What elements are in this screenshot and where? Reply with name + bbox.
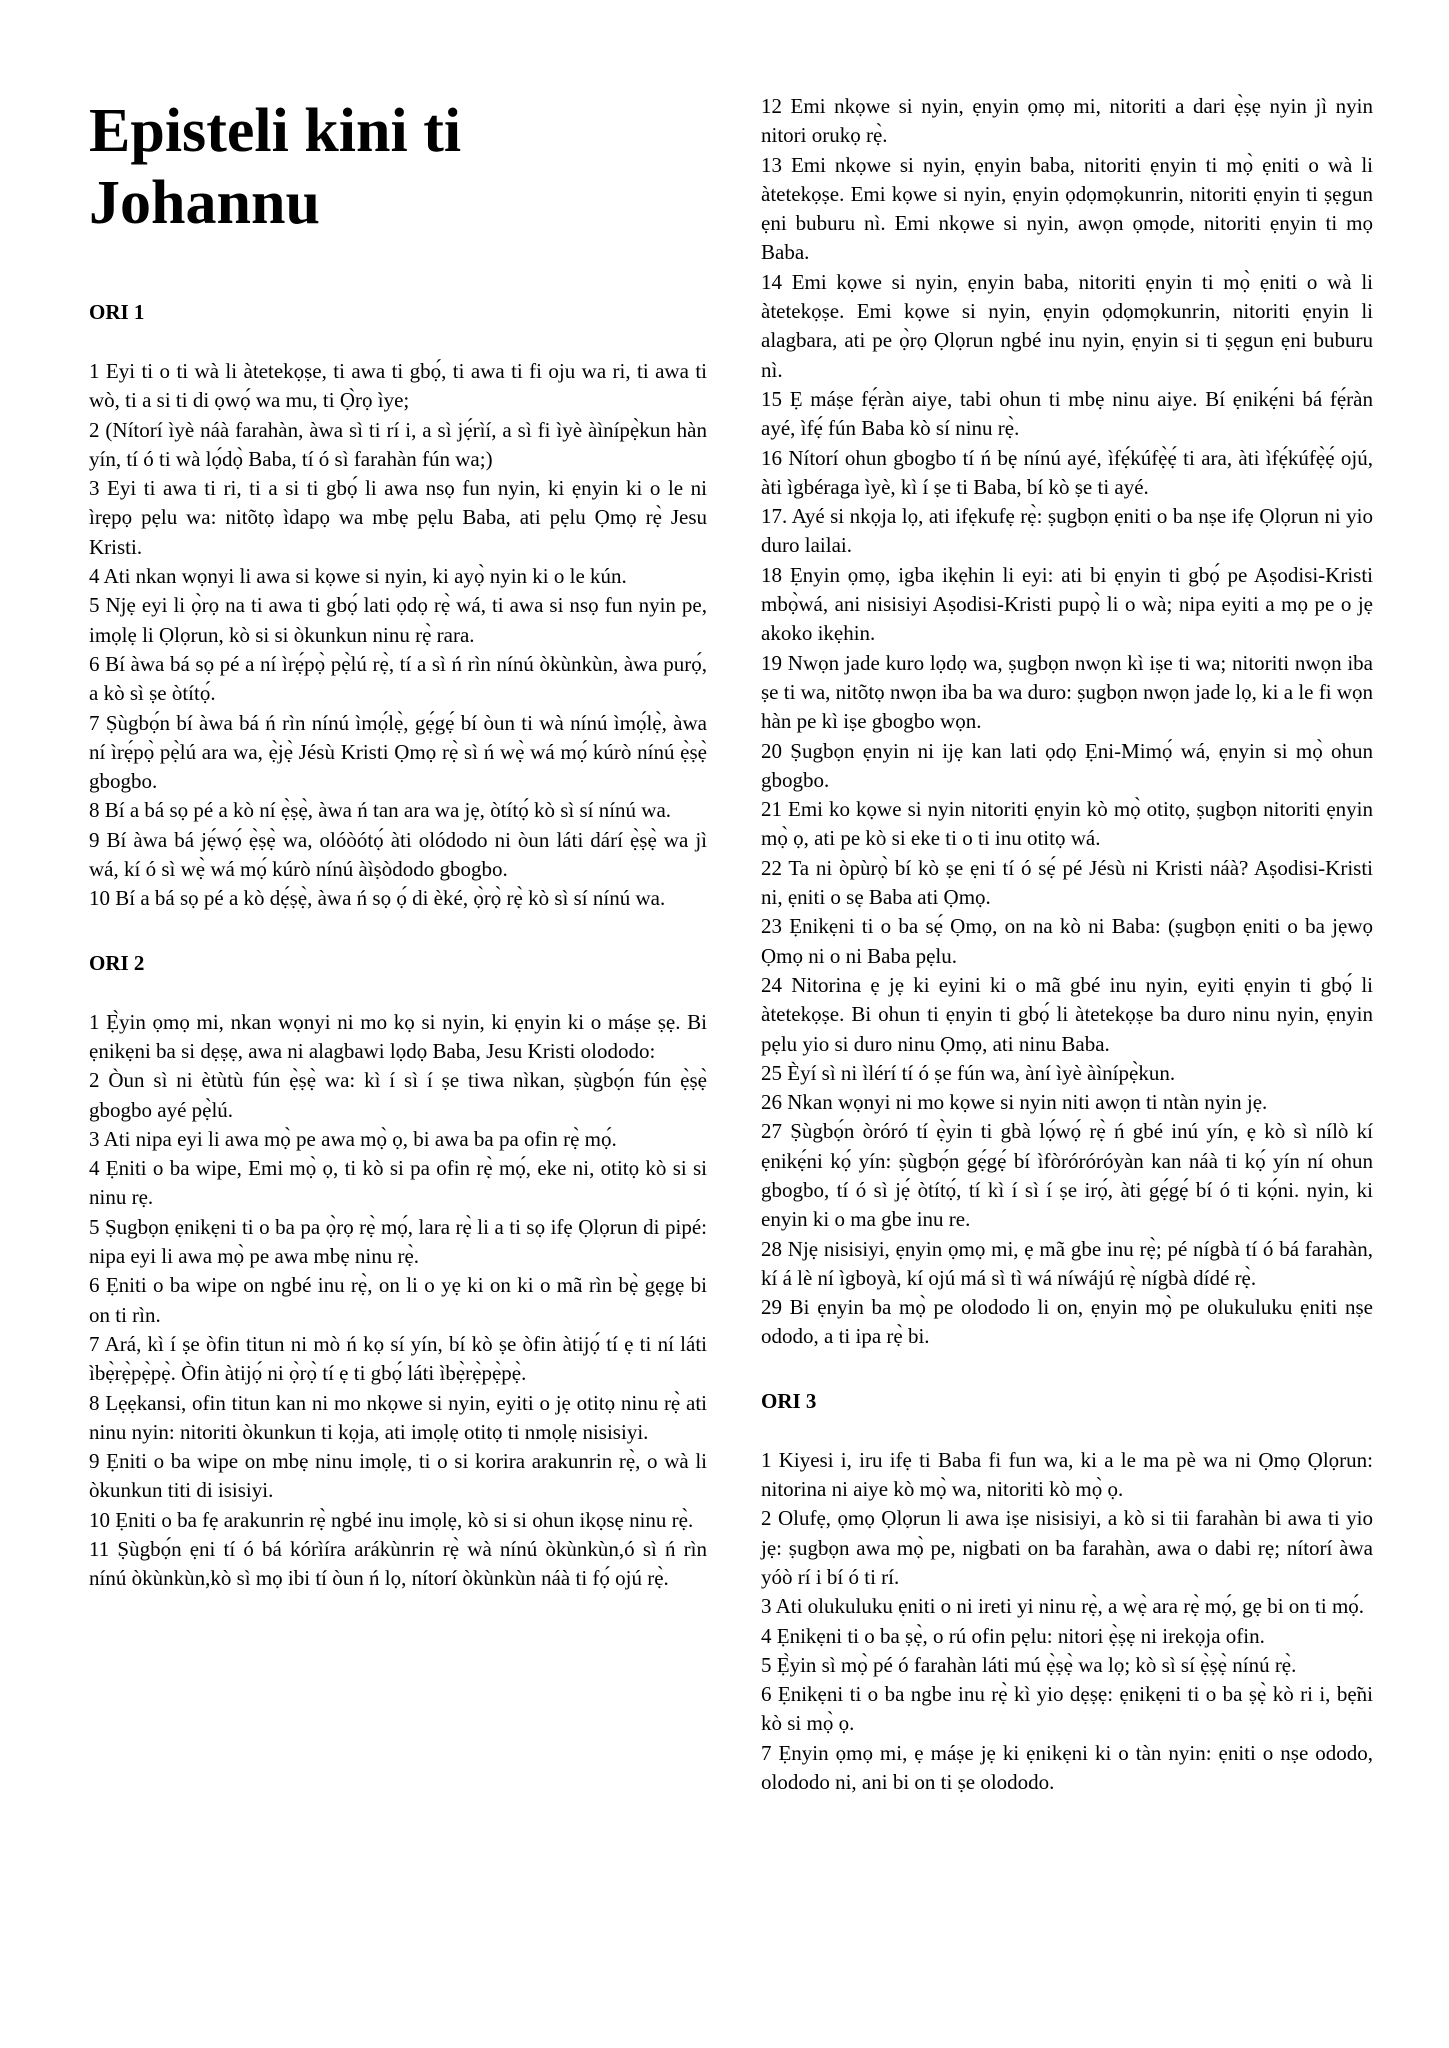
verse: 25 Èyí sì ni ìlérí tí ó ṣe fún wa, àní ìyè àìnípẹ̀kun. xyxy=(761,1060,1176,1085)
verse: 27 Ṣùgbọ́n òróró tí ẹ̀yin ti gbà lọ́wọ́ rẹ̀ ń gbé inú yín, ẹ kò sì nílò kí ẹnikẹ́ni kọ́ yín: ṣùgbọ́n gẹ́gẹ́ bí ìfòróróróyàn kan náà ti kọ́ yín ní ohun gbogbo, tí ó sì jẹ́ òtítọ́, tí kì í sì í ṣe irọ́, àti gẹ́gẹ́ bí ó ti kọ́ni. nyin, ki enyin ki o ma gbe inu re. xyxy=(761,1119,1373,1232)
verse: 1 Ẹ̀yin ọmọ mi, nkan wọnyi ni mo kọ si nyin, ki ẹnyin ki o máṣe ṣẹ. Bi ẹnikẹni ba si dẹṣẹ, awa ni alagbawi lọdọ Baba, Jesu Kristi olododo: xyxy=(89,1009,707,1063)
verse: 24 Nitorina ẹ jẹ ki eyini ki o mã gbé inu nyin, eyiti ẹnyin ti gbọ́ li àtetekọṣe. Bi ohun ti ẹnyin ti gbọ́ li àtetekọṣe ba duro ninu nyin, ẹnyin pẹlu yio si duro ninu Ọmọ, ati ninu Baba. xyxy=(761,972,1373,1056)
verse: 1 Eyi ti o ti wà li àtetekọṣe, ti awa ti gbọ́, ti awa ti fi oju wa ri, ti awa ti wò, ti a si ti di ọwọ́ wa mu, ti Ọ̀rọ ìye; xyxy=(89,359,707,413)
chapter-section xyxy=(761,92,1373,1352)
right-column xyxy=(761,92,1373,1797)
verse: 6 Ẹnikẹni ti o ba ngbe inu rẹ̀ kì yio dẹṣẹ: ẹnikẹni ti o ba ṣẹ̀ kò ri i, bẹ̃ni kò si mọ̀ ọ. xyxy=(761,1682,1373,1736)
verse: 10 Bí a bá sọ pé a kò dẹ́ṣẹ̀, àwa ń sọ ọ́ di èké, ọ̀rọ̀ rẹ̀ kò sì sí nínú wa. xyxy=(89,886,666,911)
verse: 26 Nkan wọnyi ni mo kọwe si nyin niti awọn ti ntàn nyin jẹ. xyxy=(761,1090,1268,1115)
verse: 28 Njẹ nisisiyi, ẹnyin ọmọ mi, ẹ mã gbe inu rẹ̀; pé nígbà tí ó bá farahàn, kí á lè ní ìgboyà, kí ojú má sì tì wá níwájú rẹ̀ nígbà dídé rẹ̀. xyxy=(761,1236,1373,1290)
verse: 5 Njẹ eyi li ọ̀rọ na ti awa ti gbọ́ lati ọdọ rẹ̀ wá, ti awa si nsọ fun nyin pe, imọlẹ li Ọlọrun, kò si si òkunkun ninu rẹ̀ rara. xyxy=(89,593,707,647)
verse: 18 Ẹnyin ọmọ, igba ikẹhin li eyi: ati bi ẹnyin ti gbọ́ pe Aṣodisi-Kristi mbọ̀wá, ani nisisiyi Aṣodisi-Kristi pupọ̀ li o wà; nipa eyiti a mọ pe o jẹ akoko ikẹhin. xyxy=(761,562,1373,646)
verse: 13 Emi nkọwe si nyin, ẹnyin baba, nitoriti ẹnyin ti mọ̀ ẹniti o wà li àtetekọṣe. Emi kọwe si nyin, ẹnyin ọdọmọkunrin, nitoriti ẹnyin ti ṣẹgun ẹni buburu nì. Emi nkọwe si nyin, awọn ọmọde, nitoriti ẹnyin ti mọ Baba. xyxy=(761,152,1373,265)
verse: 6 Bí àwa bá sọ pé a ní ìrẹ́pọ̀ pẹ̀lú rẹ̀, tí a sì ń rìn nínú òkùnkùn, àwa purọ́, a kò sì ṣe òtítọ́. xyxy=(89,651,707,706)
verse: 9 Ẹniti o ba wipe on mbẹ ninu imọlẹ, ti o si korira arakunrin rẹ̀, o wà li òkunkun titi di isisiyi. xyxy=(89,1449,707,1503)
verse: 3 Ati nipa eyi li awa mọ̀ pe awa mọ̀ ọ, bi awa ba pa ofin rẹ̀ mọ́. xyxy=(89,1126,617,1151)
chapter-heading: ORI 3 xyxy=(761,1388,817,1413)
chapter-section xyxy=(89,297,707,914)
verse: 12 Emi nkọwe si nyin, ẹnyin ọmọ mi, nitoriti a dari ẹ̀ṣẹ nyin jì nyin nitori orukọ rẹ̀. xyxy=(761,94,1373,148)
chapter-section xyxy=(89,948,707,1594)
verse: 7 Ṣùgbọ́n bí àwa bá ń rìn nínú ìmọ́lẹ̀, gẹ́gẹ́ bí òun ti wà nínú ìmọ́lẹ̀, àwa ní ìrẹ́pọ̀ pẹ̀lú ara wa, ẹ̀jẹ̀ Jésù Kristi Ọmọ rẹ̀ sì ń wẹ̀ wá mọ́ kúrò nínú ẹ̀ṣẹ̀ gbogbo. xyxy=(89,710,707,794)
verse: 1 Kiyesi i, iru ifẹ ti Baba fi fun wa, ki a le ma pè wa ni Ọmọ Ọlọrun: nitorina ni aiye kò mọ̀ wa, nitoriti kò mọ̀ ọ. xyxy=(761,1447,1373,1502)
verse: 3 Eyi ti awa ti ri, ti a si ti gbọ́ li awa nsọ fun nyin, ki ẹnyin ki o le ni ìrẹpọ pẹlu wa: nitõtọ ìdapọ wa mbẹ pẹlu Baba, ati pẹlu Ọmọ rẹ̀ Jesu Kristi. xyxy=(89,476,707,559)
verse: 8 Lẹẹkansi, ofin titun kan ni mo nkọwe si nyin, eyiti o jẹ otitọ ninu rẹ̀ ati ninu nyin: nitoriti òkunkun ti kọja, ati imọlẹ otitọ ti nmọlẹ nisisiyi. xyxy=(89,1390,707,1444)
verse: 5 Ẹ̀yin sì mọ̀ pé ó farahàn láti mú ẹ̀ṣẹ̀ wa lọ; kò sì sí ẹ̀ṣẹ̀ nínú rẹ̀. xyxy=(761,1652,1297,1677)
verse: 15 Ẹ máṣe fẹ́ràn aiye, tabi ohun ti mbẹ ninu aiye. Bí ẹnikẹ́ni bá fẹ́ràn ayé, ìfẹ́ fún Baba kò sí ninu rẹ̀. xyxy=(761,386,1373,441)
verse: 20 Ṣugbọn ẹnyin ni ijẹ kan lati ọdọ Ẹni-Mimọ́ wá, ẹnyin si mọ̀ ohun gbogbo. xyxy=(761,738,1373,792)
document-title: Episteli kini ti Johannu xyxy=(89,97,462,237)
verse: 5 Ṣugbọn ẹnikẹni ti o ba pa ọ̀rọ rẹ̀ mọ́, lara rẹ̀ li a ti sọ ifẹ Ọlọrun di pipé: nipa eyi li awa mọ̀ pe awa mbẹ ninu rẹ̀. xyxy=(89,1214,707,1269)
verse: 19 Nwọn jade kuro lọdọ wa, ṣugbọn nwọn kì iṣe ti wa; nitoriti nwọn iba ṣe ti wa, nitõtọ nwọn iba ba wa duro: ṣugbọn nwọn jade lọ, ki a le fi wọn hàn pe kì iṣe gbogbo wọn. xyxy=(761,650,1373,734)
verse: 4 Ẹniti o ba wipe, Emi mọ̀ ọ, ti kò si pa ofin rẹ̀ mọ́, eke ni, otitọ kò si si ninu rẹ. xyxy=(89,1156,707,1210)
verse: 4 Ẹnikẹni ti o ba ṣẹ̀, o rú ofin pẹlu: nitori ẹ̀ṣẹ ni irekọja ofin. xyxy=(761,1623,1265,1648)
chapter-heading: ORI 1 xyxy=(89,300,145,324)
chapter-heading: ORI 2 xyxy=(89,950,145,975)
verse: 7 Ará, kì í ṣe òfin titun ni mò ń kọ sí yín, bí kò ṣe òfin àtijọ́ tí ẹ ti ní láti ìbẹ̀rẹ̀pẹ̀pẹ̀. Òfin àtijọ́ ni ọ̀rọ̀ tí ẹ ti gbọ́ láti ìbẹ̀rẹ̀pẹ̀pẹ̀. xyxy=(89,1331,707,1386)
verse: 21 Emi ko kọwe si nyin nitoriti ẹnyin kò mọ̀ otitọ, ṣugbọn nitoriti ẹnyin mọ̀ ọ, ati pe kò si eke ti o ti inu otitọ wá. xyxy=(761,797,1373,851)
verse: 29 Bi ẹnyin ba mọ̀ pe olododo li on, ẹnyin mọ̀ pe olukuluku ẹniti nṣe ododo, a ti ipa rẹ̀ bi. xyxy=(761,1295,1373,1349)
left-column xyxy=(89,0,707,1594)
verse: 3 Ati olukuluku ẹniti o ni ireti yi ninu rẹ̀, a wẹ̀ ara rẹ̀ mọ́, gẹ bi on ti mọ́. xyxy=(761,1594,1365,1619)
verse: 6 Ẹniti o ba wipe on ngbé inu rẹ̀, on li o yẹ ki on ki o mã rìn bẹ̀ gẹgẹ bi on ti rìn. xyxy=(89,1273,707,1327)
verse: 9 Bí àwa bá jẹ́wọ́ ẹ̀ṣẹ̀ wa, olóòótọ́ àti olódodo ni òun láti dárí ẹ̀ṣẹ̀ wa jì wá, kí ó sì wẹ̀ wá mọ́ kúrò nínú àìṣòdodo gbogbo. xyxy=(89,827,707,882)
verse: 17. Ayé si nkọja lọ, ati ifẹkufẹ rẹ̀: ṣugbọn ẹniti o ba nṣe ifẹ Ọlọrun ni yio duro lailai. xyxy=(761,504,1373,558)
verse: 16 Nítorí ohun gbogbo tí ń bẹ nínú ayé, ìfẹ́kúfẹ̀ẹ́ ti ara, àti ìfẹ́kúfẹ̀ẹ́ ojú, àti ìgbéraga ìyè, kì í ṣe ti Baba, bí kò ṣe ti ayé. xyxy=(761,445,1373,499)
verse: 14 Emi kọwe si nyin, ẹnyin baba, nitoriti ẹnyin ti mọ̀ ẹniti o wà li àtetekọṣe. Emi kọwe si nyin, ẹnyin ọdọmọkunrin, nitoriti ẹnyin li alagbara, ati pe ọ̀rọ Ọlọrun ngbé inu nyin, ẹnyin si ti ṣẹgun ẹni buburu nì. xyxy=(761,269,1373,382)
chapter-section xyxy=(761,1386,1373,1798)
verse: 10 Ẹniti o ba fẹ arakunrin rẹ̀ ngbé inu imọlẹ, kò si si ohun ikọsẹ ninu rẹ̀. xyxy=(89,1507,694,1532)
verse: 7 Ẹnyin ọmọ mi, ẹ máṣe jẹ ki ẹnikẹni ki o tàn nyin: ẹniti o nṣe ododo, olododo ni, ani bi on ti ṣe olododo. xyxy=(761,1740,1373,1795)
verse: 2 Olufẹ, ọmọ Ọlọrun li awa iṣe nisisiyi, a kò si tii farahàn bi awa ti yio jẹ: ṣugbọn awa mọ̀ pe, nigbati on ba farahàn, awa o dabi rẹ; nítorí àwa yóò rí i bí ó ti rí. xyxy=(761,1506,1373,1589)
verse: 2 (Nítorí ìyè náà farahàn, àwa sì ti rí i, a sì jẹ́rìí, a sì fi ìyè àìnípẹ̀kun hàn yín, tí ó ti wà lọ́dọ̀ Baba, tí ó sì farahàn fún wa;) xyxy=(89,417,707,471)
verse: 11 Ṣùgbọ́n ẹni tí ó bá kórìíra arákùnrin rẹ̀ wà nínú òkùnkùn,ó sì ń rìn nínú òkùnkùn,kò sì mọ ibi tí òun ń lọ, nítorí òkùnkùn náà ti fọ́ ojú rẹ̀. xyxy=(89,1536,707,1591)
verse: 2 Òun sì ni ètùtù fún ẹ̀ṣẹ̀ wa: kì í sì í ṣe tiwa nìkan, ṣùgbọ́n fún ẹ̀ṣẹ̀ gbogbo ayé pẹ̀lú. xyxy=(89,1068,707,1122)
verse: 23 Ẹnikẹni ti o ba sẹ́ Ọmọ, on na kò ni Baba: (ṣugbọn ẹniti o ba jẹwọ Ọmọ ni o ni Baba pẹlu. xyxy=(761,914,1373,968)
verse: 22 Ta ni òpùrọ̀ bí kò ṣe ẹni tí ó sẹ́ pé Jésù ni Kristi náà? Aṣodisi-Kristi ni, ẹniti o sẹ Baba ati Ọmọ. xyxy=(761,855,1373,910)
verse: 4 Ati nkan wọnyi li awa si kọwe si nyin, ki ayọ̀ nyin ki o le kún. xyxy=(89,564,627,589)
verse: 8 Bí a bá sọ pé a kò ní ẹ̀ṣẹ̀, àwa ń tan ara wa jẹ, òtítọ́ kò sì sí nínú wa. xyxy=(89,798,672,823)
